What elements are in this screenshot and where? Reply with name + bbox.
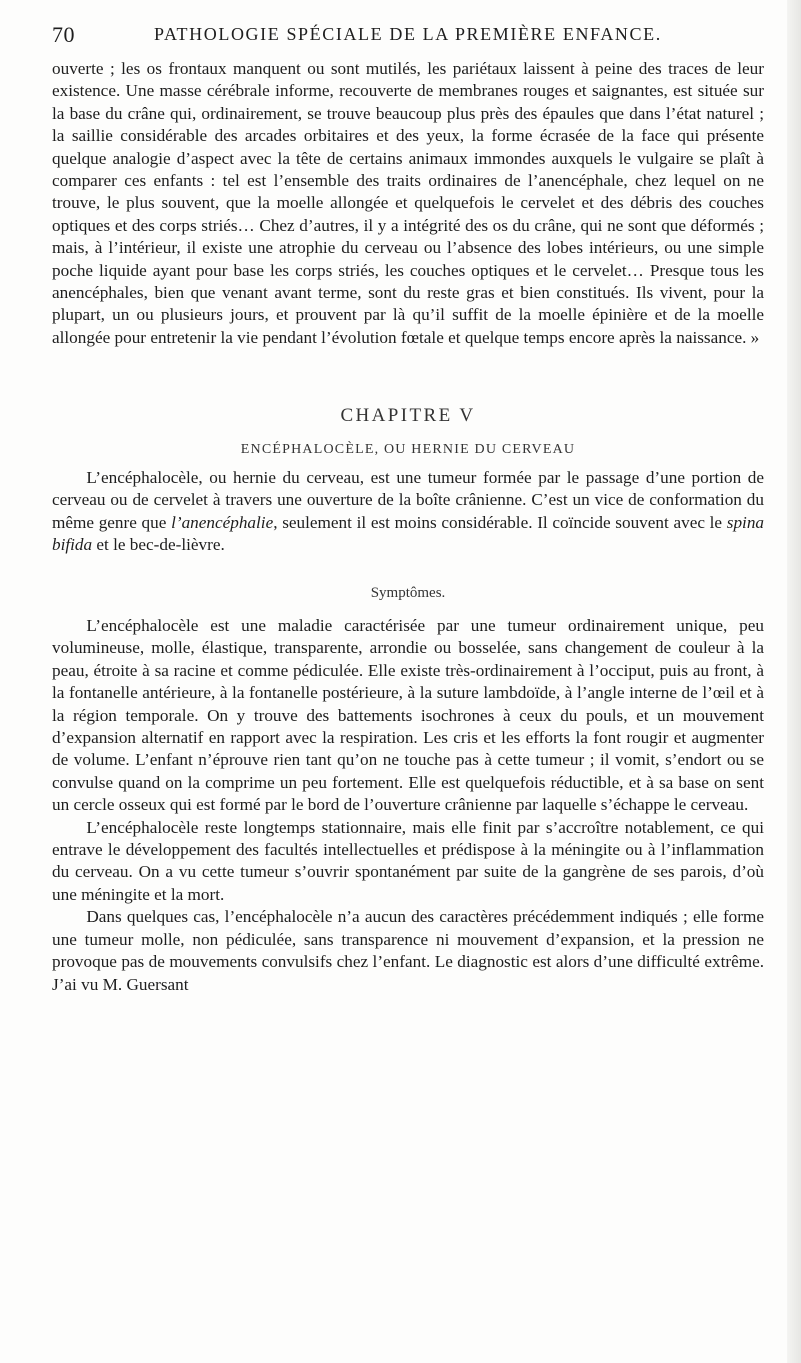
definition-text-block [52, 467, 764, 557]
definition-text-end: et le bec-de-lièvre. [92, 535, 225, 555]
definition-text-middle: , seulement il est moins considérable. Il coïncide souvent avec le [273, 512, 727, 532]
intro-text-block [52, 58, 764, 349]
definition-paragraph [52, 467, 764, 557]
page-number: 70 [52, 22, 75, 47]
intro-paragraph: ouverte ; les os frontaux manquent ou sont mutilés, les pariétaux laissent à peine des traces de leur existence. Une masse cérébrale informe, recouverte de membranes rouges et saignantes, est située sur la base du crâne qui, ordinairement, se trouve beaucoup plus près des épaules que dans l’état naturel ; la saillie considérable des arcades orbitaires et des yeux, la forme écrasée de la face qui présente quelque analogie d’aspect avec la tête de certains animaux immondes auxquels le vulgaire se plaît à comparer ces enfants : tel est l’ensemble des traits ordinaires de l’anencéphale, chez lequel on ne trouve, le plus souvent, que la moelle allongée et quelquefois le cervelet et des débris des couches optiques et des corps striés… Chez d’autres, il y a intégrité des os du crâne, qui ne sont que déformés ; mais, à l’intérieur, il existe une atrophie du cerveau ou l’absence des lobes intérieurs, ou une simple poche liquide ayant pour base les corps striés, les couches optiques et le cervelet… Presque tous les anencéphales, bien que venant avant terme, sont du reste gras et bien constitués. Ils vivent, pour la plupart, un ou plusieurs jours, et prouvent par là qu’il suffit de la moelle épinière et de la moelle allongée pour entretenir la vie pendant l’évolution fœtale et quelque temps encore après la naissance. » [52, 59, 764, 347]
symptoms-heading: Symptômes. [370, 585, 446, 601]
definition-text-start: L’encéphalocèle, ou hernie du cerveau, est une tumeur formée par le passage d’une portion de cerveau ou de cervelet à travers une ouverture de la boîte crânienne. C’est un vice de conformation du même genre que [52, 468, 764, 532]
running-title: PATHOLOGIE SPÉCIALE DE LA PREMIÈRE ENFANCE. [154, 24, 662, 44]
evolution-paragraph: L’encéphalocèle reste longtemps stationnaire, mais elle finit par s’accroître notablement, ce qui entrave le développement des facultés intellectuelles et prédispose à la méningite ou à l’inflammation du cerveau. On a vu cette tumeur s’ouvrir spontanément par suite de la gangrène de ses parois, d’où une méningite et la mort. [52, 817, 764, 904]
symptoms-text-block [52, 615, 764, 996]
page-header [52, 22, 752, 52]
definition-term-anencephalie: l’anencéphalie [171, 512, 274, 532]
definition-term-spina-bifida: spina bifida [52, 512, 765, 555]
page-edge-shadow [787, 0, 801, 1363]
diagnosis-paragraph: Dans quelques cas, l’encéphalocèle n’a aucun des caractères précédemment indiqués ; elle forme une tumeur molle, non pédiculée, sans transparence ni mouvement d’expansion, et la pression ne provoque pas de mouvements convulsifs chez l’enfant. Le diagnostic est alors d’une difficulté extrême. J’ai vu M. Guersant [52, 907, 764, 994]
symptoms-paragraph: L’encéphalocèle est une maladie caractérisée par une tumeur ordinairement unique, peu volumineuse, molle, élastique, transparente, arrondie ou bosselée, sans changement de couleur à la peau, étroite à sa racine et comme pédiculée. Elle existe très-ordinairement à l’occiput, puis au front, à la fontanelle antérieure, à la fontanelle postérieure, à la suture lambdoïde, à l’angle interne de l’œil et à la région temporale. On y trouve des battements isochrones à ceux du pouls, et un mouvement d’expansion alternatif en rapport avec la respiration. Les cris et les efforts la font rougir et augmenter de volume. L’enfant n’éprouve rien tant qu’on ne touche pas à cette tumeur ; il vomit, s’endort ou se convulse quand on la comprime un peu fortement. Elle est quelquefois réductible, et à sa base on sent un cercle osseux qui est formé par le bord de l’ouverture crânienne par laquelle s’échappe le cerveau. [52, 616, 764, 815]
chapter-title: CHAPITRE V [340, 405, 476, 426]
chapter-subtitle: ENCÉPHALOCÈLE, OU HERNIE DU CERVEAU [240, 442, 576, 457]
